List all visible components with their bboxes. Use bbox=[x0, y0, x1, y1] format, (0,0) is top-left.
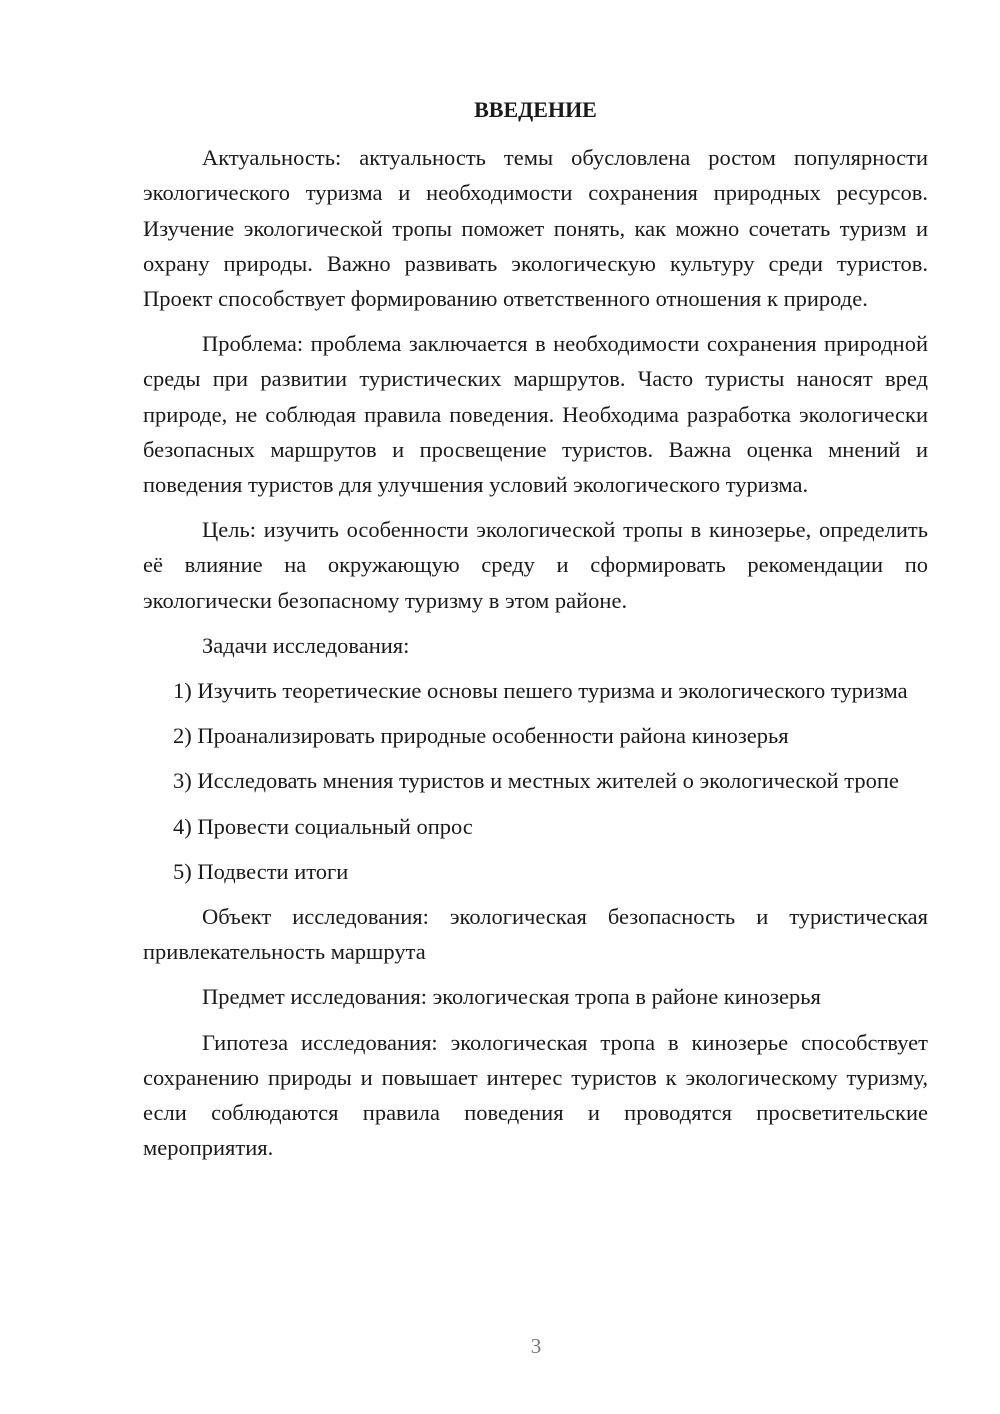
document-page bbox=[143, 92, 928, 1175]
relevance-paragraph: Актуальность: актуальность темы обусловлена ростом популярности экологического туризма и необходимости сохранения природных ресурсов. Изучение экологической тропы поможет понять, как можно сочетать туризм и охрану природы. Важно развивать экологическую культуру среди туристов. Проект способствует формированию ответственного отношения к природе. bbox=[143, 145, 928, 312]
task-item: 2) Проанализировать природные особенности района кинозерья bbox=[173, 723, 789, 749]
subject-paragraph: Предмет исследования: экологическая тропа в районе кинозерья bbox=[202, 984, 821, 1010]
tasks-title: Задачи исследования: bbox=[202, 632, 410, 658]
task-item: 4) Провести социальный опрос bbox=[173, 813, 473, 839]
task-item: 5) Подвести итоги bbox=[173, 858, 349, 884]
goal-paragraph: Цель: изучить особенности экологической тропы в кинозерье, определить её влияние на окружающую среду и сформировать рекомендации по экологически безопасному туризму в этом районе. bbox=[143, 517, 928, 613]
hypothesis-paragraph: Гипотеза исследования: экологическая тропа в кинозерье способствует сохранению природы и повышает интерес туристов к экологическому туризму, если соблюдаются правила поведения и проводятся просветительские мероприятия. bbox=[143, 1029, 928, 1161]
section-heading: ВВЕДЕНИЕ bbox=[474, 97, 597, 122]
problem-paragraph: Проблема: проблема заключается в необходимости сохранения природной среды при развитии туристических маршрутов. Часто туристы наносят вред природе, не соблюдая правила поведения. Необходима разработка экологически безопасных маршрутов и просвещение туристов. Важна оценка мнений и поведения туристов для улучшения условий экологического туризма. bbox=[143, 331, 928, 498]
object-paragraph: Объект исследования: экологическая безопасность и туристическая привлекательность маршрута bbox=[143, 904, 928, 965]
task-item: 3) Исследовать мнения туристов и местных жителей о экологической тропе bbox=[173, 768, 899, 794]
task-item: 1) Изучить теоретические основы пешего туризма и экологического туризма bbox=[173, 678, 908, 704]
page-number: 3 bbox=[530, 1334, 542, 1358]
